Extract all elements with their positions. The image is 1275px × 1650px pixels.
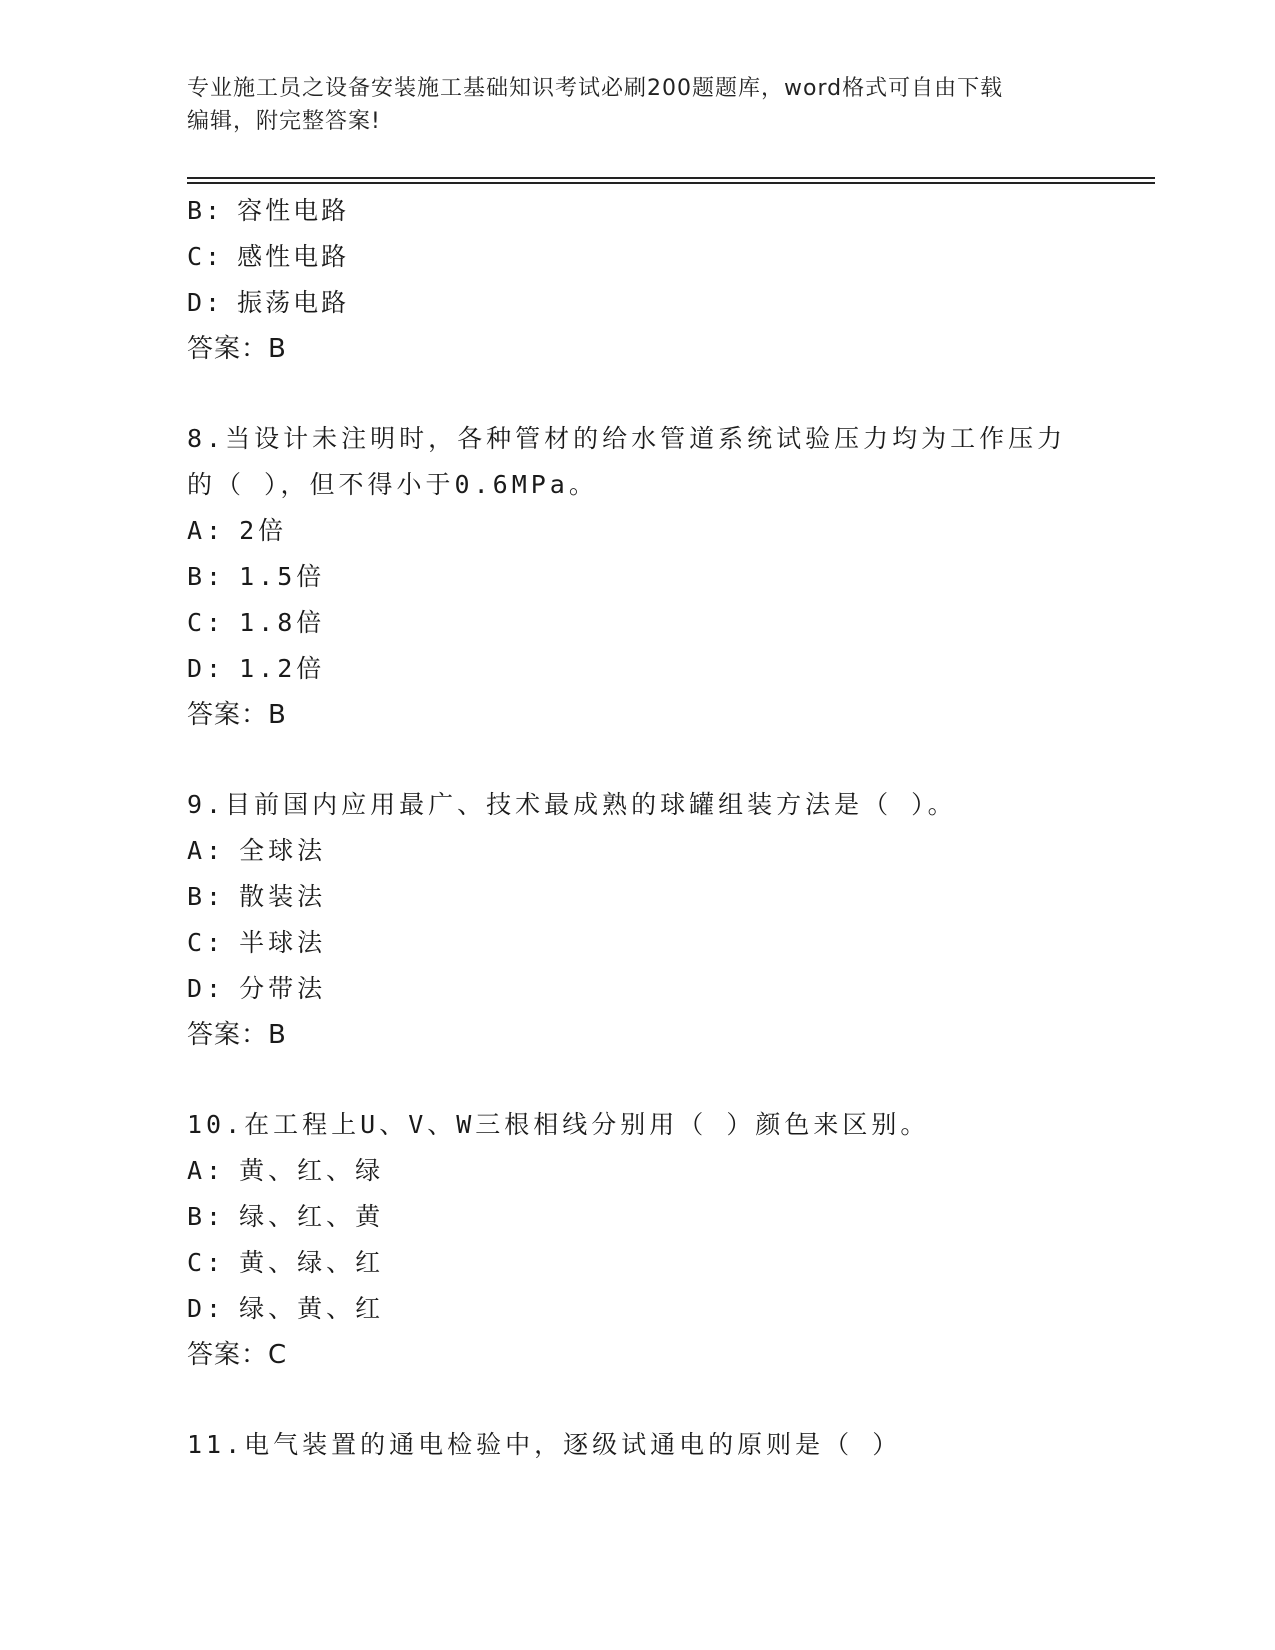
- option-text: 黄、绿、红: [239, 1248, 385, 1277]
- option-letter: A:: [187, 836, 226, 865]
- option-letter: D:: [187, 654, 226, 683]
- answer-line: 答案：B: [187, 334, 287, 364]
- option-b: [187, 874, 1087, 920]
- option-d: [187, 646, 1087, 692]
- option-text: 1.8倍: [239, 608, 326, 637]
- option-text: 绿、红、黄: [239, 1202, 385, 1231]
- answer-line: 答案：B: [187, 1020, 287, 1050]
- option-text: 分带法: [239, 974, 327, 1003]
- option-letter: C:: [187, 242, 224, 271]
- question-block-8: [187, 416, 1087, 738]
- question-block-9: [187, 782, 1087, 1058]
- option-letter: D:: [187, 288, 224, 317]
- option-d: [187, 966, 1087, 1012]
- option-letter: B:: [187, 1202, 226, 1231]
- question-list: [187, 188, 1087, 1512]
- question-text-line: 10.在工程上U、V、W三根相线分别用（ ）颜色来区别。: [187, 1110, 930, 1139]
- option-text: 2倍: [239, 516, 288, 545]
- option-c: [187, 234, 1087, 280]
- option-letter: A:: [187, 1156, 226, 1185]
- option-c: [187, 600, 1087, 646]
- option-text: 散装法: [239, 882, 327, 911]
- option-text: 绿、黄、红: [239, 1294, 385, 1323]
- option-text: 1.5倍: [239, 562, 326, 591]
- question-text-line: 的（ ），但不得小于0.6MPa。: [187, 470, 598, 499]
- question-block-11: [187, 1422, 1087, 1468]
- option-text: 容性电路: [237, 196, 350, 225]
- document-header: [187, 72, 1087, 138]
- question-text-line: 9.目前国内应用最广、技术最成熟的球罐组装方法是（ ）。: [187, 790, 957, 819]
- answer-line: 答案：C: [187, 1340, 288, 1370]
- option-text: 黄、红、绿: [239, 1156, 385, 1185]
- option-letter: C:: [187, 928, 226, 957]
- option-a: [187, 508, 1087, 554]
- option-b: [187, 188, 1087, 234]
- option-letter: D:: [187, 1294, 226, 1323]
- question-block-7: [187, 188, 1087, 372]
- header-rule-top: [187, 177, 1155, 179]
- header-line-1: 专业施工员之设备安装施工基础知识考试必刷200题题库，word格式可自由下载: [187, 76, 1004, 101]
- question-text-line: 8.当设计未注明时，各种管材的给水管道系统试验压力均为工作压力: [187, 424, 1067, 453]
- question-block-10: [187, 1102, 1087, 1378]
- option-a: [187, 1148, 1087, 1194]
- option-c: [187, 1240, 1087, 1286]
- option-letter: A:: [187, 516, 226, 545]
- option-a: [187, 828, 1087, 874]
- option-letter: B:: [187, 196, 224, 225]
- option-text: 半球法: [239, 928, 327, 957]
- option-text: 振荡电路: [237, 288, 350, 317]
- option-letter: C:: [187, 1248, 226, 1277]
- option-d: [187, 1286, 1087, 1332]
- option-d: [187, 280, 1087, 326]
- option-letter: B:: [187, 882, 226, 911]
- option-c: [187, 920, 1087, 966]
- option-letter: B:: [187, 562, 226, 591]
- question-text-line: 11.电气装置的通电检验中，逐级试通电的原则是（ ）: [187, 1430, 902, 1459]
- header-line-2: 编辑，附完整答案!: [187, 109, 381, 134]
- option-text: 感性电路: [237, 242, 350, 271]
- answer-line: 答案：B: [187, 700, 287, 730]
- option-letter: C:: [187, 608, 226, 637]
- option-b: [187, 554, 1087, 600]
- option-text: 1.2倍: [239, 654, 326, 683]
- option-b: [187, 1194, 1087, 1240]
- option-text: 全球法: [239, 836, 327, 865]
- header-rule-bottom: [187, 182, 1155, 184]
- option-letter: D:: [187, 974, 226, 1003]
